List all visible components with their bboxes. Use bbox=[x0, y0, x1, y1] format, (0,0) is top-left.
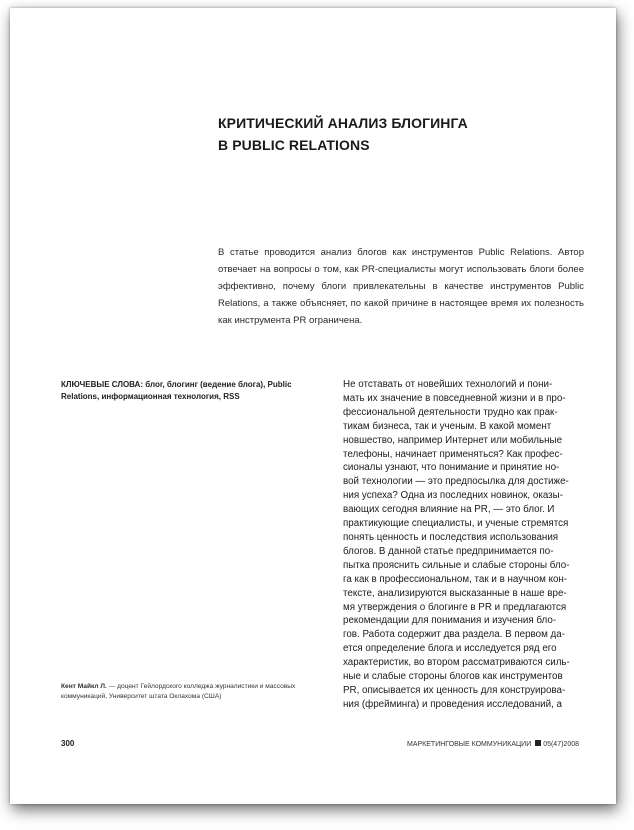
body-line: сионалы узнают, что понимание и принятие но- bbox=[343, 462, 560, 474]
keywords: КЛЮЧЕВЫЕ СЛОВА: блог, блогинг (ведение блога), Public Relations, информационная технология, RSS bbox=[61, 380, 292, 401]
body-line: ные и слабые стороны блогов как инструментов bbox=[343, 671, 563, 683]
body-line: блогов. В данной статье предпринимается по- bbox=[343, 545, 554, 557]
author-name: Кент Майкл Л. bbox=[61, 683, 107, 690]
journal-issue: 05(47)2008 bbox=[543, 741, 579, 748]
body-line: мя утверждения о блогинге в PR и предлагаются bbox=[343, 601, 567, 613]
page-number: 300 bbox=[61, 739, 75, 748]
journal-footer bbox=[407, 740, 579, 748]
body-line: Не отставать от новейших технологий и пони- bbox=[343, 379, 553, 390]
journal-page bbox=[10, 8, 616, 804]
body-line: вающих сегодня влияние на PR, — это блог. И bbox=[343, 504, 555, 516]
body-line: ния (фрейминга) и проведения исследований, а bbox=[343, 698, 562, 710]
body-line: гов. Работа содержит два раздела. В первом да- bbox=[343, 629, 565, 641]
body-line: ется определение блога и исследуется ряд его bbox=[343, 643, 557, 655]
author-note bbox=[61, 682, 331, 702]
article-title bbox=[218, 112, 468, 156]
body-line: ния успеха? Одна из последних новинок, оказы- bbox=[343, 490, 563, 502]
body-line: пытка прояснить сильные и слабые стороны бло- bbox=[343, 559, 570, 571]
body-line: характеристик, во втором рассматриваются силь- bbox=[343, 657, 570, 669]
article-body bbox=[343, 378, 573, 712]
body-line: фессиональной деятельности трудно как прак- bbox=[343, 406, 558, 418]
article-abstract: В статье проводится анализ блогов как инструментов Public Relations. Автор отвечает на вопросы о том, как PR-специалисты могут использовать блоги более эффективно, почему блоги привлекательны в качестве инструментов Public Relations, а также объясняет, по какой причине в настоящее время их полезность как инструмента PR ограничена. bbox=[218, 247, 584, 326]
body-line: тексте, анализируются высказанные в наше вре- bbox=[343, 587, 567, 599]
author-affiliation: — доцент Гейлордского колледжа журналистики и массовых коммуникаций, Университет штата Оклахома (США) bbox=[61, 683, 296, 700]
journal-name: МАРКЕТИНГОВЫЕ КОММУНИКАЦИИ bbox=[407, 741, 532, 748]
separator-square-icon bbox=[535, 740, 541, 746]
title-line-1: КРИТИЧЕСКИЙ АНАЛИЗ БЛОГИНГА bbox=[218, 115, 468, 131]
body-line: рекомендации для понимания и изучения бло- bbox=[343, 615, 557, 627]
body-line: телефоны, начинает применяться? Как профес- bbox=[343, 448, 563, 460]
body-line: понять ценность и последствия использования bbox=[343, 531, 559, 543]
body-line: вой технологии — это предпосылка для достиже- bbox=[343, 476, 569, 488]
title-line-2: В PUBLIC RELATIONS bbox=[218, 137, 370, 153]
body-line: новшество, например Интернет или мобильные bbox=[343, 434, 563, 446]
body-line: га как в профессиональном, так и в научном кон- bbox=[343, 573, 568, 585]
body-line: мать их значение в повседневной жизни и в про- bbox=[343, 392, 566, 404]
body-line: PR, описывается их ценность для конструирова- bbox=[343, 684, 566, 696]
body-line: тикам бизнеса, так и ученым. В какой момент bbox=[343, 420, 552, 432]
body-line: практикующие специалисты, и ученые стремятся bbox=[343, 518, 569, 530]
